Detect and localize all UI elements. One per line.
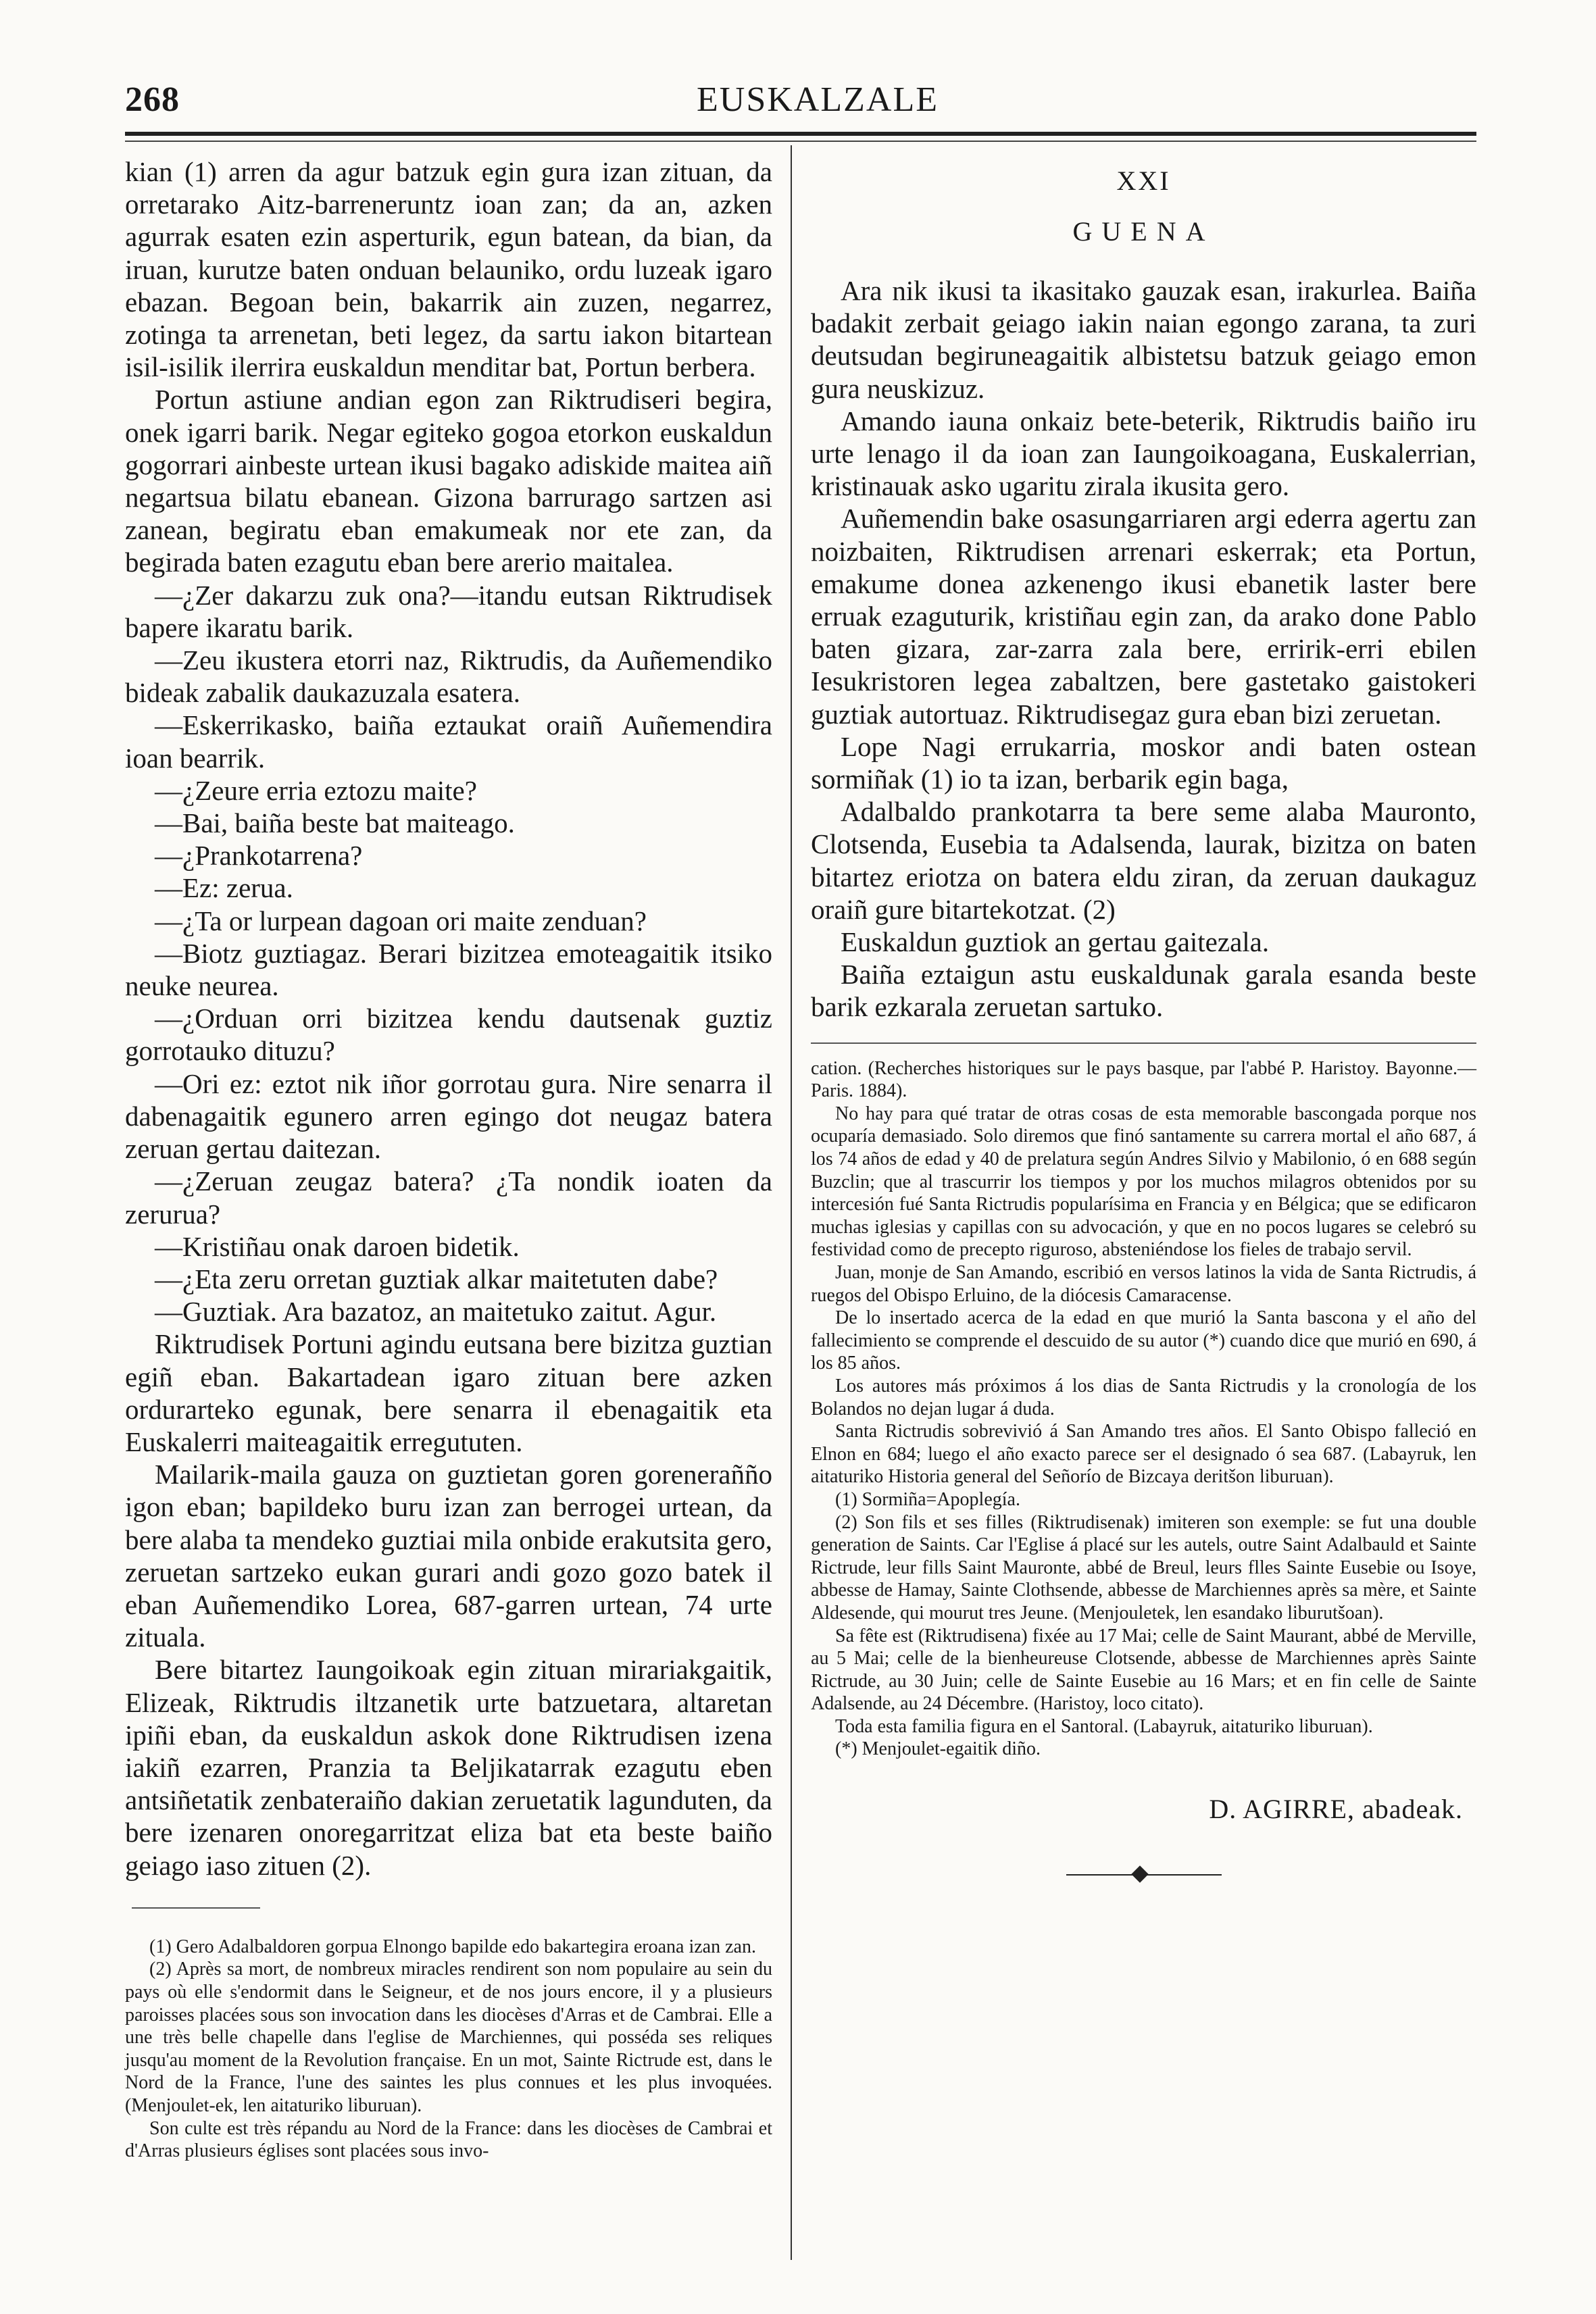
footnote: cation. (Recherches historiques sur le pays basque, par l'abbé P. Haristoy. Bayonne.—Paris. 1884). (811, 1057, 1476, 1102)
body-paragraph: Mailarik-maila gauza on guztietan goren gorenerañño igon eban; bapildeko buru izan zan berrogei urtean, da bere alaba ta mendeko guztiai mila onbide erakutsita gero, zeruetan sartzeko eukan gurari andi gozo gozo batek il eban Auñemendiko Lorea, 687-garren urtean, 74 urte zituala. (125, 1459, 772, 1653)
dialogue-line: —Ori ez: eztot nik iñor gorrotau gura. Nire senarra il dabenagaitik egunero arren egingo dot neugaz batera zeruan gertau daitezan. (125, 1067, 772, 1165)
footnote: Los autores más próximos á los dias de Santa Rictrudis y la cronología de los Bolandos no dejan lugar á duda. (811, 1375, 1476, 1419)
footnote: Juan, monje de San Amando, escribió en versos latinos la vida de Santa Rictrudis, á ruegos del Obispo Erluino, de la diócesis Camaracense. (811, 1262, 1476, 1306)
dialogue-line: —Zeu ikustera etorri naz, Riktrudis, da Auñemendiko bideak zabalik daukazuzala esatera. (125, 645, 772, 709)
body-paragraph: Lope Nagi errukarria, moskor andi baten ostean sormiñak (1) io ta izan, berbarik egin baga, (811, 730, 1476, 795)
footnote: Sa fête est (Riktrudisena) fixée au 17 Mai; celle de Saint Maurant, abbé de Merville, au 5 Mai; celle de la bienheureuse Clotsende, abbesse de Marchiennes après Sainte Rictrude, au 30 Juin; celle de Sainte Eusebie au 16 Mars; et en fin celle de Sainte Adalsende, au 24 Décembre. (Haristoy, loco citato). (811, 1625, 1476, 1715)
footnote: (2) Après sa mort, de nombreux miracles rendirent son nom populaire au sein du pays où elle s'endormit dans le Seigneur, et de nos jours encore, il y a plusieurs paroisses placées sous son invocation dans les diocèses d'Arras et de Cambrai. Elle a une très belle chapelle dans l'eglise de Marchiennes, qui posséda ses reliques jusqu'au moment de la Revolution française. En un mot, Sainte Rictrude est, dans le Nord de la France, l'une des saintes les plus connues et les plus invoquées. (Menjoulet-ek, len aitaturiko liburuan). (125, 1959, 772, 2116)
chapter-title: GUENA (1072, 216, 1215, 247)
body-paragraph: Euskaldun guztiok an gertau gaitezala. (841, 926, 1270, 958)
chapter-number: XXI (1116, 166, 1171, 196)
left-footnotes (125, 1936, 772, 2163)
body-paragraph: kian (1) arren da agur batzuk egin gura izan zituan, da orretarako Aitz-barreneruntz ioan zan; da an, azken agurrak esaten ezin asperturik, egun batean, da bian, da iruan, kurutze baten onduan belauniko, ordu luzeak igaro ebazan. Begoan bein, bakarrik ain zuzen, negarrez, zotinga ta arrenetan, beti legez, da sartu iakon bitartean isil-isilik ilerrira euskaldun menditar bat, Portun berbera. (125, 156, 772, 383)
dialogue-line: —Kristiñau onak daroen bidetik. (155, 1230, 520, 1262)
footnote: Son culte est très répandu au Nord de la France: dans les diocèses de Cambrai et d'Arras plusieurs églises sont placées sous invo- (125, 2117, 772, 2162)
footnote-separator (811, 1042, 1476, 1044)
dialogue-line: —¿Zer dakarzu zuk ona?—itandu eutsan Riktrudisek bapere ikaratu barik. (125, 579, 772, 643)
header-rule-thin (125, 141, 1476, 142)
body-paragraph: Riktrudisek Portuni agindu eutsana bere bizitza guztian egiñ eban. Bakartadean igaro zituan bere azken ordurarteko egunak, bere senarra il ebenagaitik eta Euskalerri maiteagaitik erregututen. (125, 1328, 772, 1457)
dialogue-line: —Eskerrikasko, baiña eztaukat oraiñ Auñemendira ioan bearrik. (125, 709, 772, 774)
body-paragraph: Adalbaldo prankotarra ta bere seme alaba Mauronto, Clotsenda, Eusebia ta Adalsenda, laurak, bizitza on baten bitartez eriotza on batera eldu ziran, da zeruan daukaguz oraiñ gure bitartekotzat. (2) (811, 796, 1476, 925)
body-paragraph: Ara nik ikusi ta ikasitako gauzak esan, irakurlea. Baiña badakit zerbait geiago iakin naian egongo zarana, ta zuri deutsudan begiruneagaitik albistetsu batzuk geiago emon gura neuskizuz. (811, 275, 1476, 404)
footnote: (1) Gero Adalbaldoren gorpua Elnongo bapilde edo bakartegira eroana izan zan. (149, 1936, 756, 1957)
body-paragraph: Bere bitartez Iaungoikoak egin zituan mirariakgaitik, Elizeak, Riktrudis iltzanetik urte batzuetara, altaretan ipiñi eban, da euskaldun askok done Riktrudisen izena iakiñ ezarren, Pranzia ta Beljikatarrak ezagutu eben antsiñetatik zenbateraiño dakian zeruetatik lagunduten, da bere izenaren onoregarritzat eliza bat eta beste baiño geiago iaso zituen (2). (125, 1654, 772, 1881)
right-body-text (811, 274, 1476, 1024)
dialogue-line: —¿Orduan orri bizitzea kendu dautsenak guztiz gorrotauko dituzu? (125, 1003, 772, 1067)
footnote: (1) Sormiña=Apoplegía. (835, 1488, 1020, 1510)
body-paragraph: Portun astiune andian egon zan Riktrudiseri begira, onek igarri barik. Negar egiteko gogoa etorkon euskaldun gogorrari ainbeste urtean ikusi bagako adiskide maitea aiñ negartsua bilatu ebanean. Gizona barrurago sartzen asi zanean, begiratu eban emakumeak nor ete zan, da begirada baten ezagutu eban bere arerio maitalea. (125, 384, 772, 578)
author-signature: D. AGIRRE, abadeak. (1209, 1794, 1463, 1825)
page-number: 268 (125, 80, 180, 119)
dialogue-line: —Ez: zerua. (155, 872, 293, 904)
left-body-text (125, 155, 772, 1882)
footnote: No hay para qué tratar de otras cosas de esta memorable bascongada porque nos ocuparía demasiado. Solo diremos que finó santamente su carrera mortal el año 687, á los 74 años de edad y 40 de prelatura según Andres Silvio y Mabilonio, ó en 688 según Buzclin; que al trascurrir los tiempos y por los muchos milagros obtenidos por su intercesión fué Santa Rictrudis popularísima en Francia y en Bélgica; que se edificaron muchas iglesias y capillas con su advocación, y que en no pocos lugares se celebró su festividad como de precepto riguroso, absteniéndose los fieles de trabajo servil. (811, 1103, 1476, 1261)
dialogue-line: —Guztiak. Ara bazatoz, an maitetuko zaitut. Agur. (155, 1296, 717, 1328)
footnote: (2) Son fils et ses filles (Riktrudisenak) imiteren son exemple: se fut una double generation de Saints. Car l'Eglise á placé sur les autels, outre Saint Adalbauld et Sainte Rictrude, leur fills Saint Mauronte, abbé de Breul, leurs flles Sainte Eusebie ou Isoye, abbesse de Hamay, Sainte Clothsende, abbesse de Marchiennes après sa mère, et Sainte Aldesende, qui mourut tres Jeune. (Menjouletek, len esandako liburutšoan). (811, 1511, 1476, 1624)
column-divider (791, 145, 792, 2260)
footnote: De lo insertado acerca de la edad en que murió la Santa bascona y el año del fallecimiento se comprende el descuido de su autor (*) cuando dice que murió en 690, á los 85 años. (811, 1307, 1476, 1374)
dialogue-line: —¿Prankotarrena? (155, 840, 363, 872)
end-ornament (1066, 1867, 1222, 1883)
body-paragraph: Amando iauna onkaiz bete-beterik, Riktrudis baiño iru urte lenago il da ioan zan Iaungoikoagana, Euskalerrian, kristinauak asko ugaritu zirala ikusita gero. (811, 405, 1476, 502)
left-column (125, 155, 772, 2163)
dialogue-line: —¿Eta zeru orretan guztiak alkar maitetuten dabe? (155, 1263, 718, 1294)
body-paragraph: Baiña eztaigun astu euskaldunak garala esanda beste barik ezkarala zeruetan sartuko. (811, 959, 1476, 1023)
dialogue-line: —¿Zeure erria eztozu maite? (155, 774, 477, 806)
footnote-separator (132, 1907, 260, 1909)
footnote: Toda esta familia figura en el Santoral. (Labayruk, aitaturiko liburuan). (835, 1715, 1373, 1737)
right-footnotes (811, 1057, 1476, 1761)
footnote: Santa Rictrudis sobrevivió á San Amando tres años. El Santo Obispo falleció en Elnon en 684; luego el año exacto parece ser el designado ó sea 687. (Labayruk, len aitaturiko Historia general del Señorío de Bizcaya deritšon liburuan). (811, 1421, 1476, 1488)
dialogue-line: —¿Ta or lurpean dagoan ori maite zenduan? (155, 905, 647, 936)
body-paragraph: Auñemendin bake osasungarriaren argi ederra agertu zan noizbaiten, Riktrudisen arrenari eskerrak; eta Portun, emakume donea azkenengo ikusi ebanetik laster bere erruak ezaguturik, kristiñau egin zan, da arako done Pablo baten gizara, zar-zarra zala bere, erririk-erri ebilen Iesukristoren legea zabaltzen, bere gastetako gaistokeri guztiak autortuaz. Riktrudisegaz gura eban bizi zeruetan. (811, 503, 1476, 730)
dialogue-line: —Biotz guztiagaz. Berari bizitzea emoteagaitik itsiko neuke neurea. (125, 937, 772, 1002)
right-column (811, 155, 1476, 1883)
ornament-diamond (1131, 1865, 1148, 1882)
dialogue-line: —¿Zeruan zeugaz batera? ¿Ta nondik ioaten da zerurua? (125, 1165, 772, 1230)
dialogue-line: —Bai, baiña beste bat maiteago. (155, 807, 515, 839)
footnote: (*) Menjoulet-egaitik diño. (835, 1738, 1041, 1760)
journal-title: EUSKALZALE (697, 80, 939, 119)
header-rule-thick (125, 132, 1476, 136)
